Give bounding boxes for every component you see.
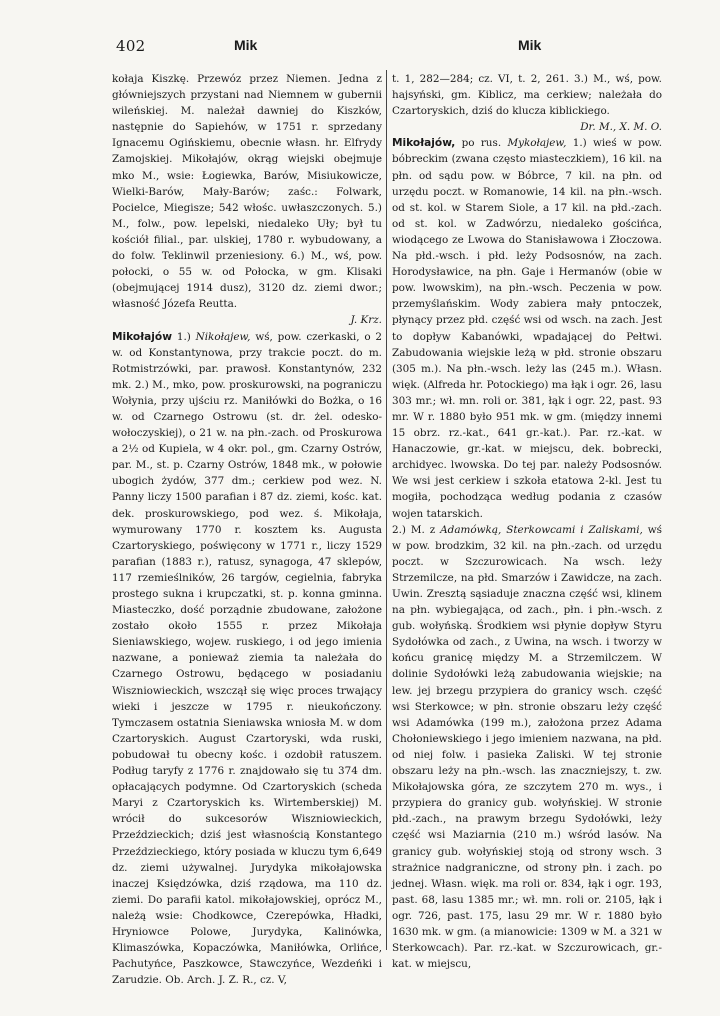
- entry-signature: Dr. M., X. M. O.: [580, 121, 662, 134]
- entry: [112, 329, 382, 989]
- right-column: [392, 71, 662, 972]
- entry-text: 1.) wieś w pow. bóbreckim (zwana często miasteczkiem), 16 kil. na płn. od sądu pow. w Bóbrce, 7 kil. na płn. od urzędu poczt. w Romanowie, 14 kil. na płn.-wsch. od st. kol. w Starem Siole, a 17 kil. na płd.-zach. od st. kol. w Zadwórzu, niedaleko gościńca, wiodącego ze Lwowa do Stanisławowa i Złoczowa. Na płd.-wsch. i płd. leży Podsosnów, na zach. Horodysławice, na płn. Gaje i Hermanów (obie w pow. lwowskim), na płn.-wsch. Peczenia w pow. przemyślańskim. Wody zabiera mały pntoczek, płynący przez płd. część wsi od wsch. na zach. Jest to dopływ Kabanówki, wpadającej do Pełtwi. Zabudowania wiejskie leżą w płd. stronie obszaru (305 m.). Na płn.-wsch. leży las (245 m.). Własn. więk. (Alfreda hr. Potockiego) ma łąk i ogr. 26, lasu 303 mr.; wł. mn. roli or. 381, łąk i ogr. 22, past. 93 mr. W r. 1880 było 951 mk. w gm. (między innemi 15 obrz. rz.-kat., 641 gr.-kat.). Par. rz.-kat. w Hanaczowie, gr.-kat. w miejscu, dek. bobrecki, archidyec. lwowska. Do tej par. należy Podsosnów. We wsi jest cerkiew i szkoła etatowa 2-kl. Jest tu mogiła, pochodząca według podania z czasów wojen tatarskich.: [392, 137, 662, 520]
- entry-headword: Mikołajów,: [392, 137, 456, 150]
- entry-text: t. 1, 282—284; cz. VI, t. 2, 261. 3.) M., wś, pow. hajsyński, gm. Kiblicz, ma cerkiew; należała do Czartoryskich, dziś do klucza kiblickiego.: [392, 73, 662, 118]
- entry-lead: po rus.: [461, 137, 502, 150]
- column-divider: [386, 70, 387, 950]
- page-number: 402: [116, 37, 146, 55]
- entry-headword: Mikołajów: [112, 330, 172, 343]
- running-head-left: Mik: [234, 37, 258, 53]
- entry-signature: J. Krz.: [350, 314, 382, 327]
- entry-lead: 2.) M. z: [392, 523, 436, 536]
- entry-lead: 1.): [176, 330, 191, 343]
- running-head-right: Mik: [518, 37, 542, 53]
- entry: [392, 135, 662, 521]
- entry-italic: Adamówką, Sterkowcami i Zaliskami,: [440, 523, 643, 536]
- entry-italic: Nikołajew,: [195, 330, 251, 343]
- entry-text: wś w pow. brodzkim, 32 kil. na płn.-zach. od urzędu poczt. w Szczurowicach. Na wsch. leży Strzemilcze, na płd. Smarzów i Zawidcze, na zach. Uwin. Zresztą sąsiaduje znaczna część wsi, klinem na płn. wybiegająca, od zach., płn. i płn.-wsch. z gub. wołyńską. Środkiem wsi płynie dopływ Styru Sydołówka od zach., z Uwina, na wsch. i tworzy w końcu granicę między M. a Strzemilczem. W dolinie Sydołówki leżą zabudowania wiejskie; na lew. jej brzegu przypiera do granicy wsch. część wsi Sterkowce; w płn. stronie obszaru leży część wsi Adamówka (199 m.), założona przez Adama Chołoniewskiego i jego imieniem nazwana, na płd. od niej folw. i pasieka Zaliski. W tej stronie obszaru leży na płn.-wsch. las znaczniejszy, t. zw. Mikołajowska góra, ze szczytem 270 m. wys., i przypiera do granicy gub. wołyńskiej. W stronie płd.-zach., na prawym brzegu Sydołówki, leży część wsi Maziarnia (210 m.) wśród lasów. Na granicy gub. wołyńskiej stoją od strony wsch. 3 strażnice nadgraniczne, od strony płn. i zach. po jednej. Własn. więk. ma roli or. 834, łąk i ogr. 193, past. 68, lasu 1385 mr.; wł. mn. roli or. 2105, łąk i ogr. 726, past. 175, lasu 29 mr. W r. 1880 było 1630 mk. w gm. (a mianowicie: 1309 w M. a 321 w Sterkowcach). Par. rz.-kat. w Szczurowicach, gr.-kat. w miejscu,: [392, 523, 662, 971]
- left-column: [112, 71, 382, 988]
- entry-text: kołaja Kiszkę. Przewóz przez Niemen. Jedna z główniejszych przystani nad Niemnem w gubernii wileńskiej. M. należał dawniej do Kiszków, następnie do Sapiehów, w 1751 r. sprzedany Ignacemu Ogińskiemu, obecnie własn. hr. Elfrydy Zamojskiej. Mikołajów, okrąg wiejski obejmuje mko M., wsie: Łogiewka, Barów, Misiukowicze, Wielki-Barów, Mały-Barów; zaśc.: Folwark, Pocielce, Miegisze; 542 włośc. uwłaszczonych. 5.) M., folw., pow. lepelski, niedaleko Uły; był tu kościół filial., par. ulskiej, 1780 r. wybudowany, a do folw. Teklinwil przeniesiony. 6.) M., wś, pow. połocki, o 55 w. od Połocka, w gm. Klisaki (obejmującej 1914 dusz), 3120 dz. ziemi dwor.; własność Józefa Reutta.: [112, 73, 382, 311]
- entry: [392, 522, 662, 973]
- entry-italic: Mykołajew,: [507, 137, 567, 150]
- entry-text: wś, pow. czerkaski, o 2 w. od Konstantynowa, przy trakcie poczt. do m. Rotmistrzówki, par. prawosł. Konstantynów, 232 mk. 2.) M., mko, pow. proskurowski, na pograniczu Wołynia, przy ujściu rz. Maniłówki do Bożka, o 16 w. od Czarnego Ostrowu (st. dr. żel. odesko-wołoczyskiej), o 21 w. na płn.-zach. od Proskurowa a 2½ od Kupiela, w 4 okr. pol., gm. Czarny Ostrów, par. M., st. p. Czarny Ostrów, 1848 mk., w połowie ubogich żydów, 377 dm.; cerkiew pod wez. N. Panny liczy 1500 parafian i 87 dz. ziemi, kośc. kat. dek. proskurowskiego, pod wez. ś. Mikołaja, wymurowany 1770 r. kosztem ks. Augusta Czartoryskiego, poświęcony w 1771 r., liczy 1529 parafian (1883 r.), ratusz, synagoga, 47 sklepów, 117 rzemieślników, 26 targów, cegielnia, fabryka prostego sukna i krupczatki, st. p. konna gminna. Miasteczko, dość porządnie zbudowane, założone zostało około 1555 r. przez Mikołaja Sieniawskiego, wojew. ruskiego, i od jego imienia nazwane, a ponieważ ziemia ta należała do Czarnego Ostrowu, będącego w posiadaniu Wiszniowieckich, wszczął się więc proces trwający wieki i jeszcze w 1795 r. nieukończony. Tymczasem ostatnia Sieniawska wniosła M. w dom Czartoryskich. August Czartoryski, wda ruski, pobudował tu obecny kośc. i ozdobił ratuszem. Podług taryfy z 1776 r. znajdowało się tu 374 dm. opłacających podymne. Od Czartoryskich (scheda Maryi z Czartoryskich ks. Wirtemberskiej) M. wrócił do sukcesorów Wiszniowieckich, Przeździeckich; dziś jest własnością Konstantego Przeździeckiego, który posiada w kluczu tym 6,649 dz. ziemi używalnej. Jurydyka mikołajowska inaczej Księdzówka, dziś rządowa, ma 110 dz. ziemi. Do parafii katol. mikołajowskiej, oprócz M., należą wsie: Chodkowce, Czerepówka, Hładki, Hryniowce Polowe, Jurydyka, Kalinówka, Klimaszówka, Kopaczówka, Maniłówka, Orlińce, Pachutyńce, Paszkowce, Stawczyńce, Wezdeńki i Zarudzie. Ob. Arch. J. Z. R., cz. V,: [112, 330, 383, 987]
